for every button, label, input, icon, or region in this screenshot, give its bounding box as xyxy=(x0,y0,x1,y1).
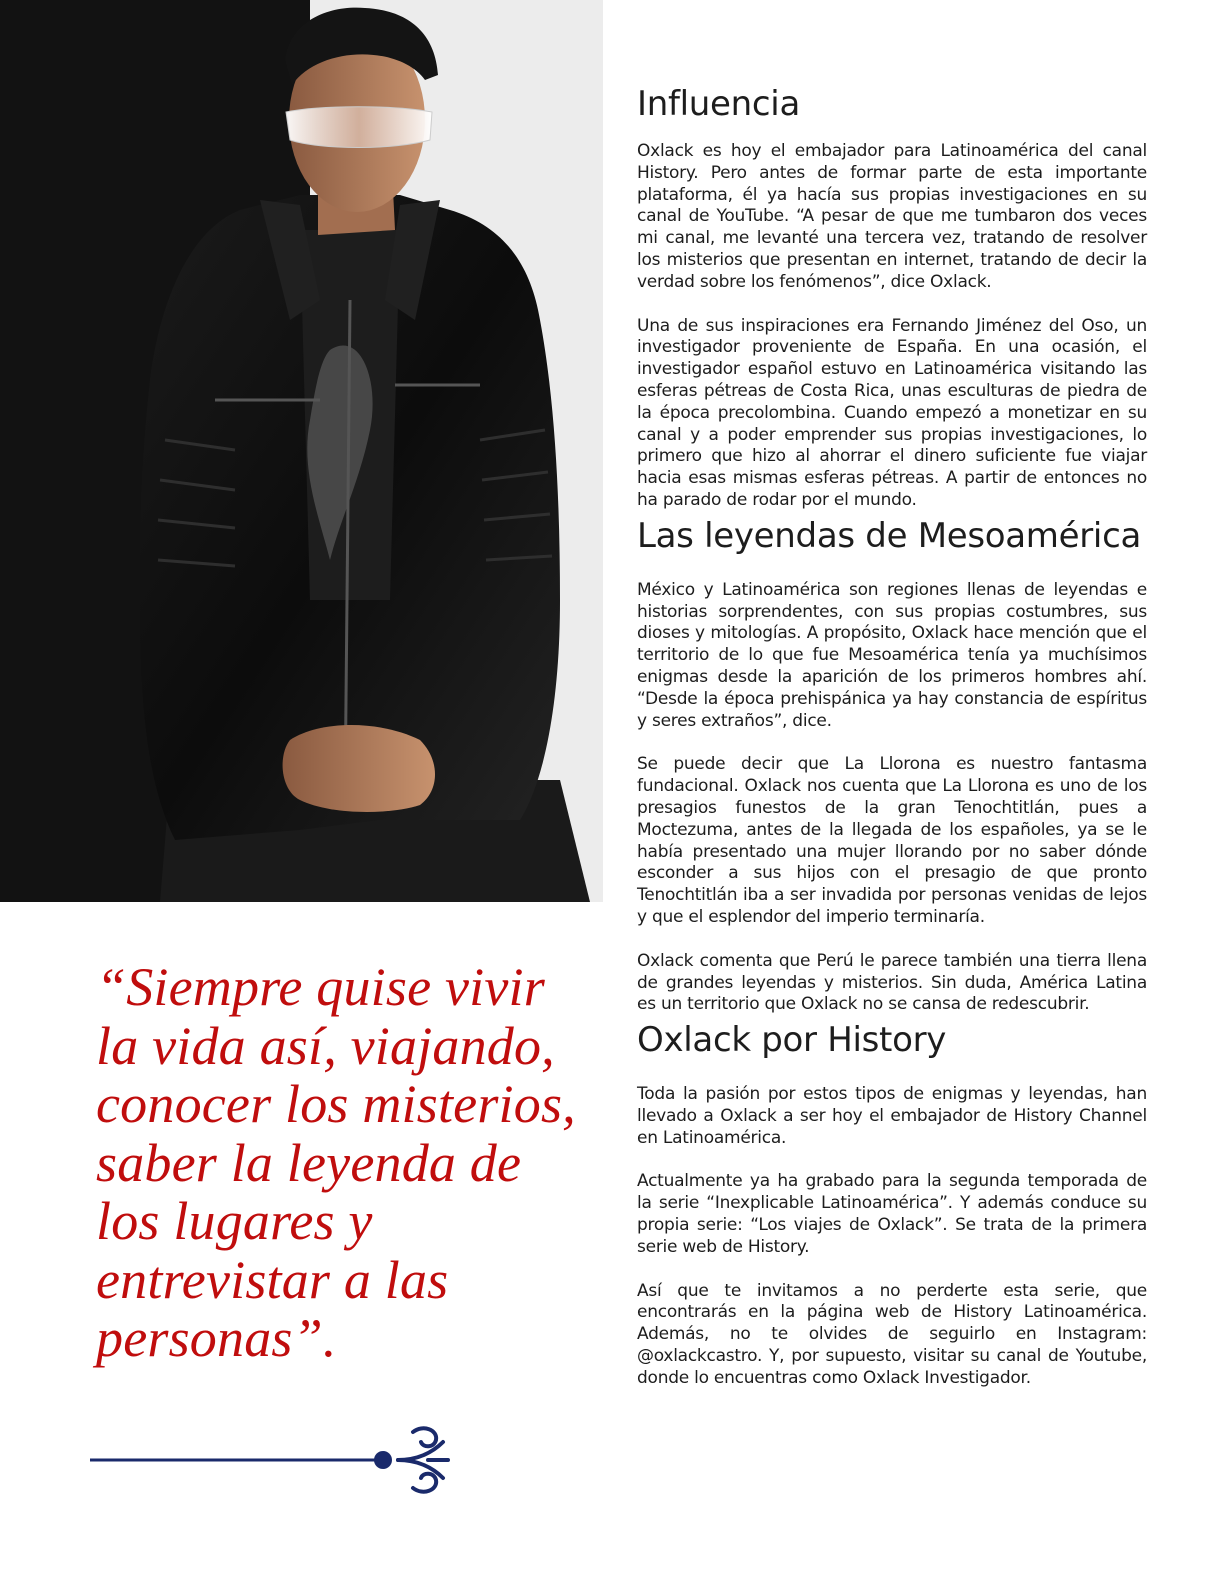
paragraph: Toda la pasión por estos tipos de enigmas y leyendas, han llevado a Oxlack a ser hoy el embajador de History Channel en Latinoamérica. xyxy=(637,1084,1147,1148)
heading-leyendas-mesoamerica: Las leyendas de Mesoamérica xyxy=(637,515,1141,556)
paragraph: Oxlack comenta que Perú le parece también una tierra llena de grandes leyendas y misterios. Sin duda, América Latina es un territorio que Oxlack no se cansa de redescubrir. xyxy=(637,950,1147,1015)
arrow-scroll-ornament-icon xyxy=(88,1422,458,1502)
paragraph: México y Latinoamérica son regiones llenas de leyendas e historias sorprendentes, con sus propias costumbres, sus dioses y mitologías. A propósito, Oxlack hace mención que el territorio de lo que fue Mesoamérica tenía ya muchísimos enigmas desde la aparición de los primeros hombres ahí. “Desde la época prehispánica ya hay constancia de espíritus y seres extraños”, dice. xyxy=(637,579,1147,731)
paragraph: Oxlack es hoy el embajador para Latinoamérica del canal History. Pero antes de formar parte de esta importante plataforma, él ya hacía sus propias investigaciones en su canal de YouTube. “A pesar de que me tumbaron dos veces mi canal, me levanté una tercera vez, tratando de resolver los misterios que presentan en internet, tratando de decir la verdad sobre los fenómenos”, dice Oxlack. xyxy=(637,141,1147,292)
portrait-photo xyxy=(0,0,603,902)
portrait-illustration xyxy=(0,0,603,902)
paragraph: Una de sus inspiraciones era Fernando Jiménez del Oso, un investigador proveniente de España. En una ocasión, el investigador español estuvo en Latinoamérica visitando las esferas pétreas de Costa Rica, unas esculturas de piedra de la época precolombina. Cuando empezó a monetizar en su canal y a poder emprender sus propias investigaciones, lo primero que hizo al ahorrar el dinero suficiente fue viajar hacia esas mismas esferas pétreas. A partir de entonces no ha parado de rodar por el mundo. xyxy=(637,315,1147,510)
pull-quote: “Siempre quise vivir la vida así, viajando, conocer los misterios, saber la leyenda de los lugares y entrevistar a las personas”. xyxy=(96,957,576,1368)
paragraph: Actualmente ya ha grabado para la segunda temporada de la serie “Inexplicable Latinoamérica”. Y además conduce su propia serie: “Los viajes de Oxlack”. Se trata de la primera serie web de History. xyxy=(637,1171,1147,1257)
paragraph: Así que te invitamos a no perderte esta serie, que encontrarás en la página web de History Latinoamérica. Además, no te olvides de seguirlo en Instagram: @oxlackcastro. Y, por supuesto, visitar su canal de Youtube, donde lo encuentras como Oxlack Investigador. xyxy=(637,1280,1147,1388)
heading-influencia: Influencia xyxy=(637,84,800,124)
paragraph: Se puede decir que La Llorona es nuestro fantasma fundacional. Oxlack nos cuenta que La Llorona es uno de los presagios funestos de la gran Tenochtitlán, pues a Moctezuma, antes de la llegada de los españoles, ya se le había presentado una mujer llorando por no saber dónde esconder a sus hijos con el presagio de que pronto Tenochtitlán iba a ser invadida por personas venidas de lejos y que el esplendor del imperio terminaría. xyxy=(637,754,1147,927)
heading-oxlack-por-history: Oxlack por History xyxy=(637,1020,947,1061)
article-column xyxy=(637,82,1147,1390)
